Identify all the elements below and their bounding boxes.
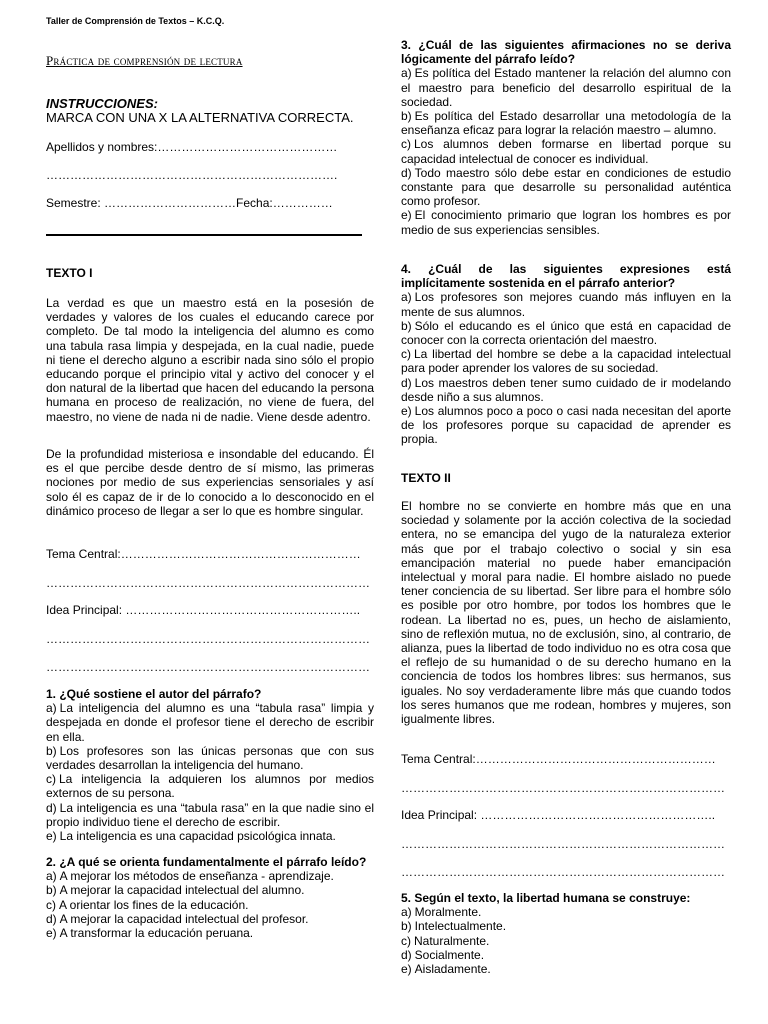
option-text: Es política del Estado mantener la relación del alumno con el maestro para beneficio del desarrollo espiritual de la sociedad. [401,66,731,109]
question-1 [46,687,374,843]
question-4-option-c[interactable] [401,347,731,375]
question-4-option-b[interactable] [401,319,731,347]
question-5-option-d[interactable] [401,948,731,962]
option-text: El conocimiento primario que logran los hombres es por medio de sus experiencias sensibles. [401,208,731,237]
option-text: A mejorar la capacidad intelectual del alumno. [59,883,305,898]
option-text: Naturalmente. [414,933,490,948]
option-letter: c) [46,772,56,787]
header-tag: Taller de Comprensión de Textos – K.C.Q. [46,16,225,26]
question-3-text: 3. ¿Cuál de las siguientes afirmaciones no se deriva lógicamente del párrafo leído? [401,38,731,67]
texto1-tema-central-field[interactable]: Tema Central:…………………………………………………… [46,547,361,561]
option-text: Los maestros deben tener sumo cuidado de ir modelando desde niño a sus alumnos. [401,375,731,404]
texto1-heading: TEXTO I [46,266,93,280]
question-2-text: 2. ¿A qué se orienta fundamentalmente el párrafo leído? [46,855,367,869]
option-text: A mejorar la capacidad intelectual del profesor. [59,911,309,926]
question-2 [46,855,374,940]
option-text: A orientar los fines de la educación. [59,897,249,912]
option-letter: d) [46,911,57,926]
semester-date-field[interactable]: Semestre: ……………………………Fecha:…………… [46,196,333,210]
page-title: Práctica de comprensión de lectura [46,53,243,68]
texto2-tema-central-field[interactable]: Tema Central:…………………………………………………… [401,752,716,766]
question-2-option-e[interactable] [46,926,374,940]
question-5-option-b[interactable] [401,919,731,933]
question-2-option-d[interactable] [46,912,374,926]
question-5-option-c[interactable] [401,934,731,948]
option-letter: e) [401,404,412,419]
question-2-option-c[interactable] [46,898,374,912]
option-text: A transformar la educación peruana. [59,926,254,941]
option-text: Los profesores son las únicas personas que con sus verdades desarrollan la inteligencia del humano. [46,743,374,773]
texto2-answer-line[interactable]: ……………………………………………………………………… [401,865,725,879]
option-text: A mejorar los métodos de enseñanza - aprendizaje. [59,869,334,884]
question-5-option-a[interactable] [401,905,731,919]
texto1-paragraph-1: La verdad es que un maestro está en la posesión de verdades y valores de los cuales el educando carece por completo. De tal modo la inteligencia del alumno es como una tabula rasa limpia y despejada, en la cual nadie, puede ni tiene el derecho alguno a escribir nada sino sólo el propio educando porque el principio vital y activo del conocer y el don natural de la libertad que hacen del educando la persona humana en proceso de realización, no viene de fuera, del maestro, no viene de nada ni de nadie. Viene desde adentro. [46,296,374,424]
separator-rule [46,234,362,236]
option-letter: a) [46,869,57,884]
option-text: Todo maestro sólo debe estar en condiciones de estudio constante para que desarrolle su personalidad auténtica como profesor. [401,165,731,209]
option-letter: b) [46,883,57,898]
question-3-option-a[interactable] [401,66,731,109]
question-2-option-b[interactable] [46,883,374,897]
question-4 [401,262,731,447]
texto2-idea-principal-field[interactable]: Idea Principal: ………………………………………………….. [401,808,716,822]
option-text: La inteligencia del alumno es una “tabula rasa” limpia y despejada en donde el profesor tiene el derecho de escribir en ella. [46,701,374,744]
question-4-option-d[interactable] [401,376,731,404]
question-1-option-c[interactable] [46,772,374,800]
texto2-paragraph: El hombre no se convierte en hombre más que en una sociedad y solamente por la acción colectiva de la sociedad entera, no se emancipa del yugo de la naturaleza exterior más que por el trabajo colectivo o social y sin esa emancipación material no puede haber emancipación intelectual y moral para nadie. El hombre aislado no puede tener conciencia de su libertad. Ser libre para el hombre sólo es posible por otro hombre, por todos los hombres que le rodean. La libertad no es, pues, un hecho de aislamiento, sino de reflexión mutua, no de exclusión, sino, al contrario, de alianza, pues la libertad de todo individuo no es otra cosa que el reflejo de su humanidad o de su derecho humano en la conciencia de todos los hombres libres: sus hermanos, sus iguales. No soy verdaderamente libre más que cuando todos los seres humanos que me rodean, hombres y mujeres, son igualmente libres. [401,499,731,727]
option-letter: a) [401,290,412,305]
question-1-option-d[interactable] [46,801,374,829]
option-text: Sólo el educando es el único que está en capacidad de conocer con la correcta orientación del maestro. [401,318,731,348]
option-text: Aisladamente. [414,962,491,977]
option-text: Los profesores son mejores cuando más influyen en la mente de sus alumnos. [401,290,731,319]
question-1-option-e[interactable] [46,829,374,843]
names-field[interactable]: Apellidos y nombres:……………………………………… [46,140,338,154]
option-letter: a) [401,66,412,81]
instructions-heading: INSTRUCCIONES: [46,96,158,111]
option-letter: c) [401,347,411,362]
option-letter: e) [46,926,57,941]
question-3-option-c[interactable] [401,137,731,165]
option-text: La inteligencia es una capacidad psicológica innata. [59,829,336,844]
option-letter: d) [401,375,412,390]
question-1-option-b[interactable] [46,744,374,772]
question-3-option-e[interactable] [401,208,731,236]
instructions-body: MARCA CON UNA X LA ALTERNATIVA CORRECTA. [46,110,354,125]
option-text: La libertad del hombre se debe a la capacidad intelectual para poder aprender los valores de su sociedad. [401,347,731,376]
question-2-option-a[interactable] [46,869,374,883]
option-letter: b) [401,318,412,333]
option-letter: a) [46,701,57,716]
names-field-line[interactable]: ………………………………………………………………. [46,168,338,182]
texto2-heading: TEXTO II [401,471,451,485]
question-5-option-e[interactable] [401,962,731,976]
option-text: Los alumnos deben formarse en libertad porque su capacidad intelectual de conocer es individual. [401,137,731,166]
option-letter: d) [401,165,412,180]
question-1-option-a[interactable] [46,701,374,744]
option-letter: c) [46,897,56,912]
question-5 [401,891,731,976]
option-letter: c) [401,933,411,948]
texto1-idea-principal-field[interactable]: Idea Principal: ………………………………………………….. [46,603,361,617]
texto2-answer-line[interactable]: ……………………………………………………………………… [401,781,725,795]
texto1-answer-line[interactable]: ……………………………………………………………………… [46,632,370,646]
option-letter: d) [46,800,57,815]
option-letter: e) [401,208,412,223]
texto2-answer-line[interactable]: ……………………………………………………………………… [401,837,725,851]
option-letter: e) [401,962,412,977]
option-letter: e) [46,829,57,844]
question-4-option-e[interactable] [401,404,731,447]
texto1-answer-line[interactable]: ……………………………………………………………………… [46,576,370,590]
option-letter: b) [401,109,412,124]
option-letter: b) [46,743,57,758]
question-5-text: 5. Según el texto, la libertad humana se construye: [401,891,691,905]
option-letter: b) [401,919,412,934]
question-3-option-d[interactable] [401,166,731,209]
question-3-option-b[interactable] [401,109,731,137]
question-1-text: 1. ¿Qué sostiene el autor del párrafo? [46,687,262,701]
question-3 [401,38,731,237]
option-letter: c) [401,137,411,152]
texto1-answer-line[interactable]: ……………………………………………………………………… [46,660,370,674]
option-text: La inteligencia es una “tabula rasa” en la que nadie sino el propio individuo tiene el derecho de escribir. [46,800,374,829]
option-letter: a) [401,905,412,920]
question-4-text: 4. ¿Cuál de las siguientes expresiones está implícitamente sostenida en el párrafo anterior? [401,262,731,291]
option-text: Socialmente. [414,947,485,962]
texto1-paragraph-2: De la profundidad misteriosa e insondable del educando. Él es el que percibe desde dentro de sí mismo, las primeras nociones por medio de sus experiencias sensoriales y así solo él es capaz de ir de lo conocido a lo desconocido en el dinámico proceso de llegar a ser lo que es hombre singular. [46,447,374,518]
option-text: Es política del Estado desarrollar una metodología de la enseñanza eficaz para lograr la relación maestro – alumno. [401,109,731,138]
question-4-option-a[interactable] [401,290,731,318]
option-text: Los alumnos poco a poco o casi nada necesitan del aporte de los profesores porque su capacidad de aprender es propia. [401,404,731,447]
option-text: Moralmente. [414,905,482,920]
option-text: La inteligencia la adquieren los alumnos por medios externos de su persona. [46,772,374,801]
option-text: Intelectualmente. [414,919,507,934]
option-letter: d) [401,947,412,962]
